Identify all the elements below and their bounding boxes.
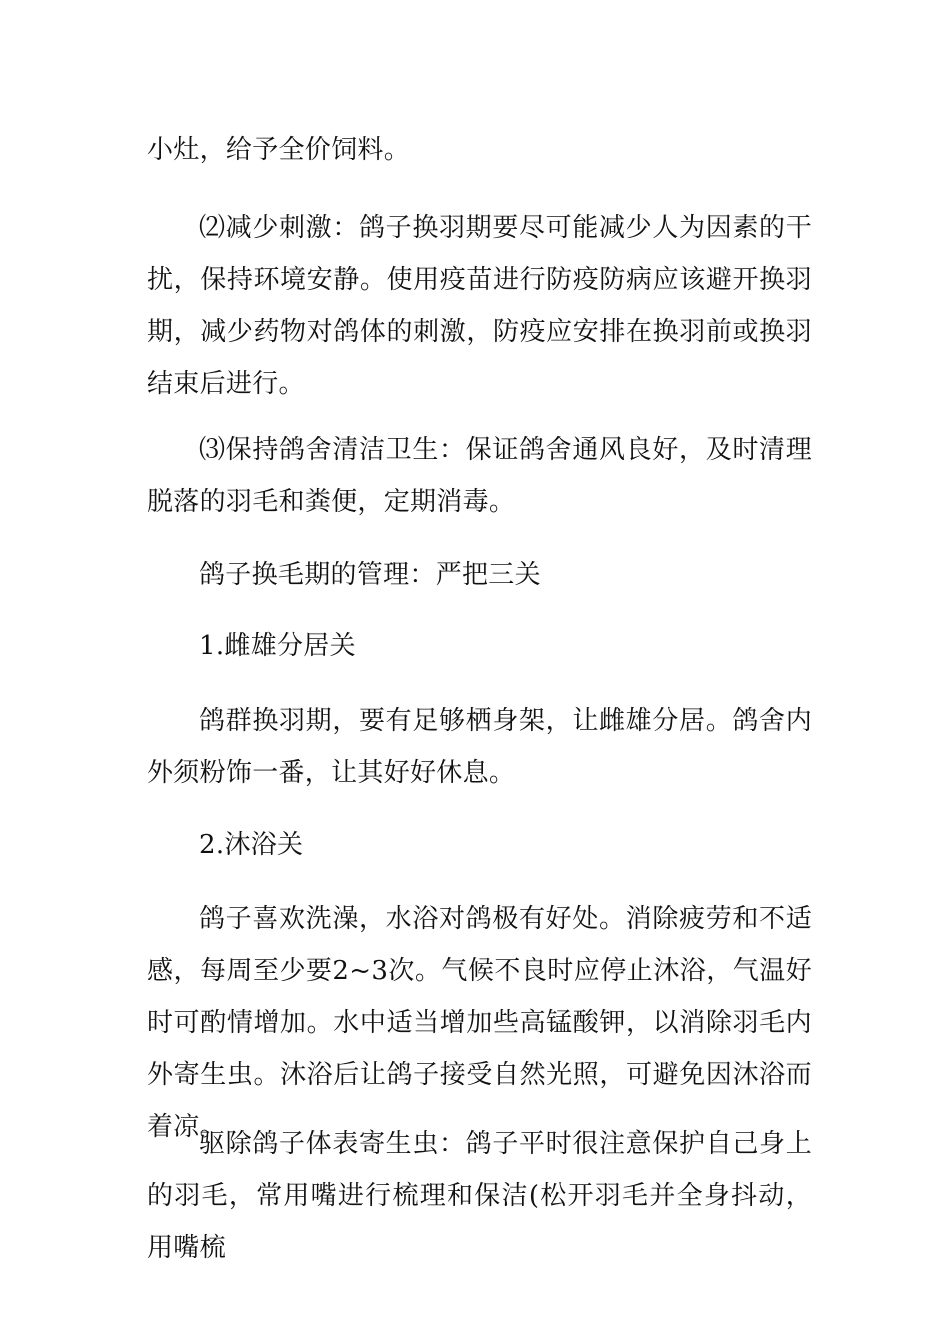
paragraph-reduce-stimulation: ⑵减少刺激：鸽子换羽期要尽可能减少人为因素的干扰，保持环境安静。使用疫苗进行防疫防病应该避开换羽期，减少药物对鸽体的刺激，防疫应安排在换羽前或换羽结束后进行。: [147, 213, 812, 399]
paragraph-keep-loft-clean: ⑶保持鸽舍清洁卫生：保证鸽舍通风良好，及时清理脱落的羽毛和粪便，定期消毒。: [147, 435, 812, 517]
paragraph-continuation: 小灶，给予全价饲料。: [147, 135, 411, 165]
subheading-separate-sexes: 1.雌雄分居关: [199, 631, 356, 661]
paragraph-remove-parasites: 驱除鸽子体表寄生虫：鸽子平时很注意保护自己身上的羽毛，常用嘴进行梳理和保洁(松开羽毛并全身抖动，用嘴梳: [147, 1129, 812, 1263]
paragraph-bathing: 鸽子喜欢洗澡，水浴对鸽极有好处。消除疲劳和不适感，每周至少要2~3次。气候不良时应停止沐浴，气温好时可酌情增加。水中适当增加些高锰酸钾，以消除羽毛内外寄生虫。沐浴后让鸽子接受自然光照，可避免因沐浴而着凉。: [147, 904, 812, 1142]
subheading-bathing: 2.沐浴关: [199, 830, 304, 860]
section-heading-molting-management: 鸽子换毛期的管理：严把三关: [199, 560, 541, 590]
paragraph-separate-sexes: 鸽群换羽期，要有足够栖身架，让雌雄分居。鸽舍内外须粉饰一番，让其好好休息。: [147, 706, 812, 788]
